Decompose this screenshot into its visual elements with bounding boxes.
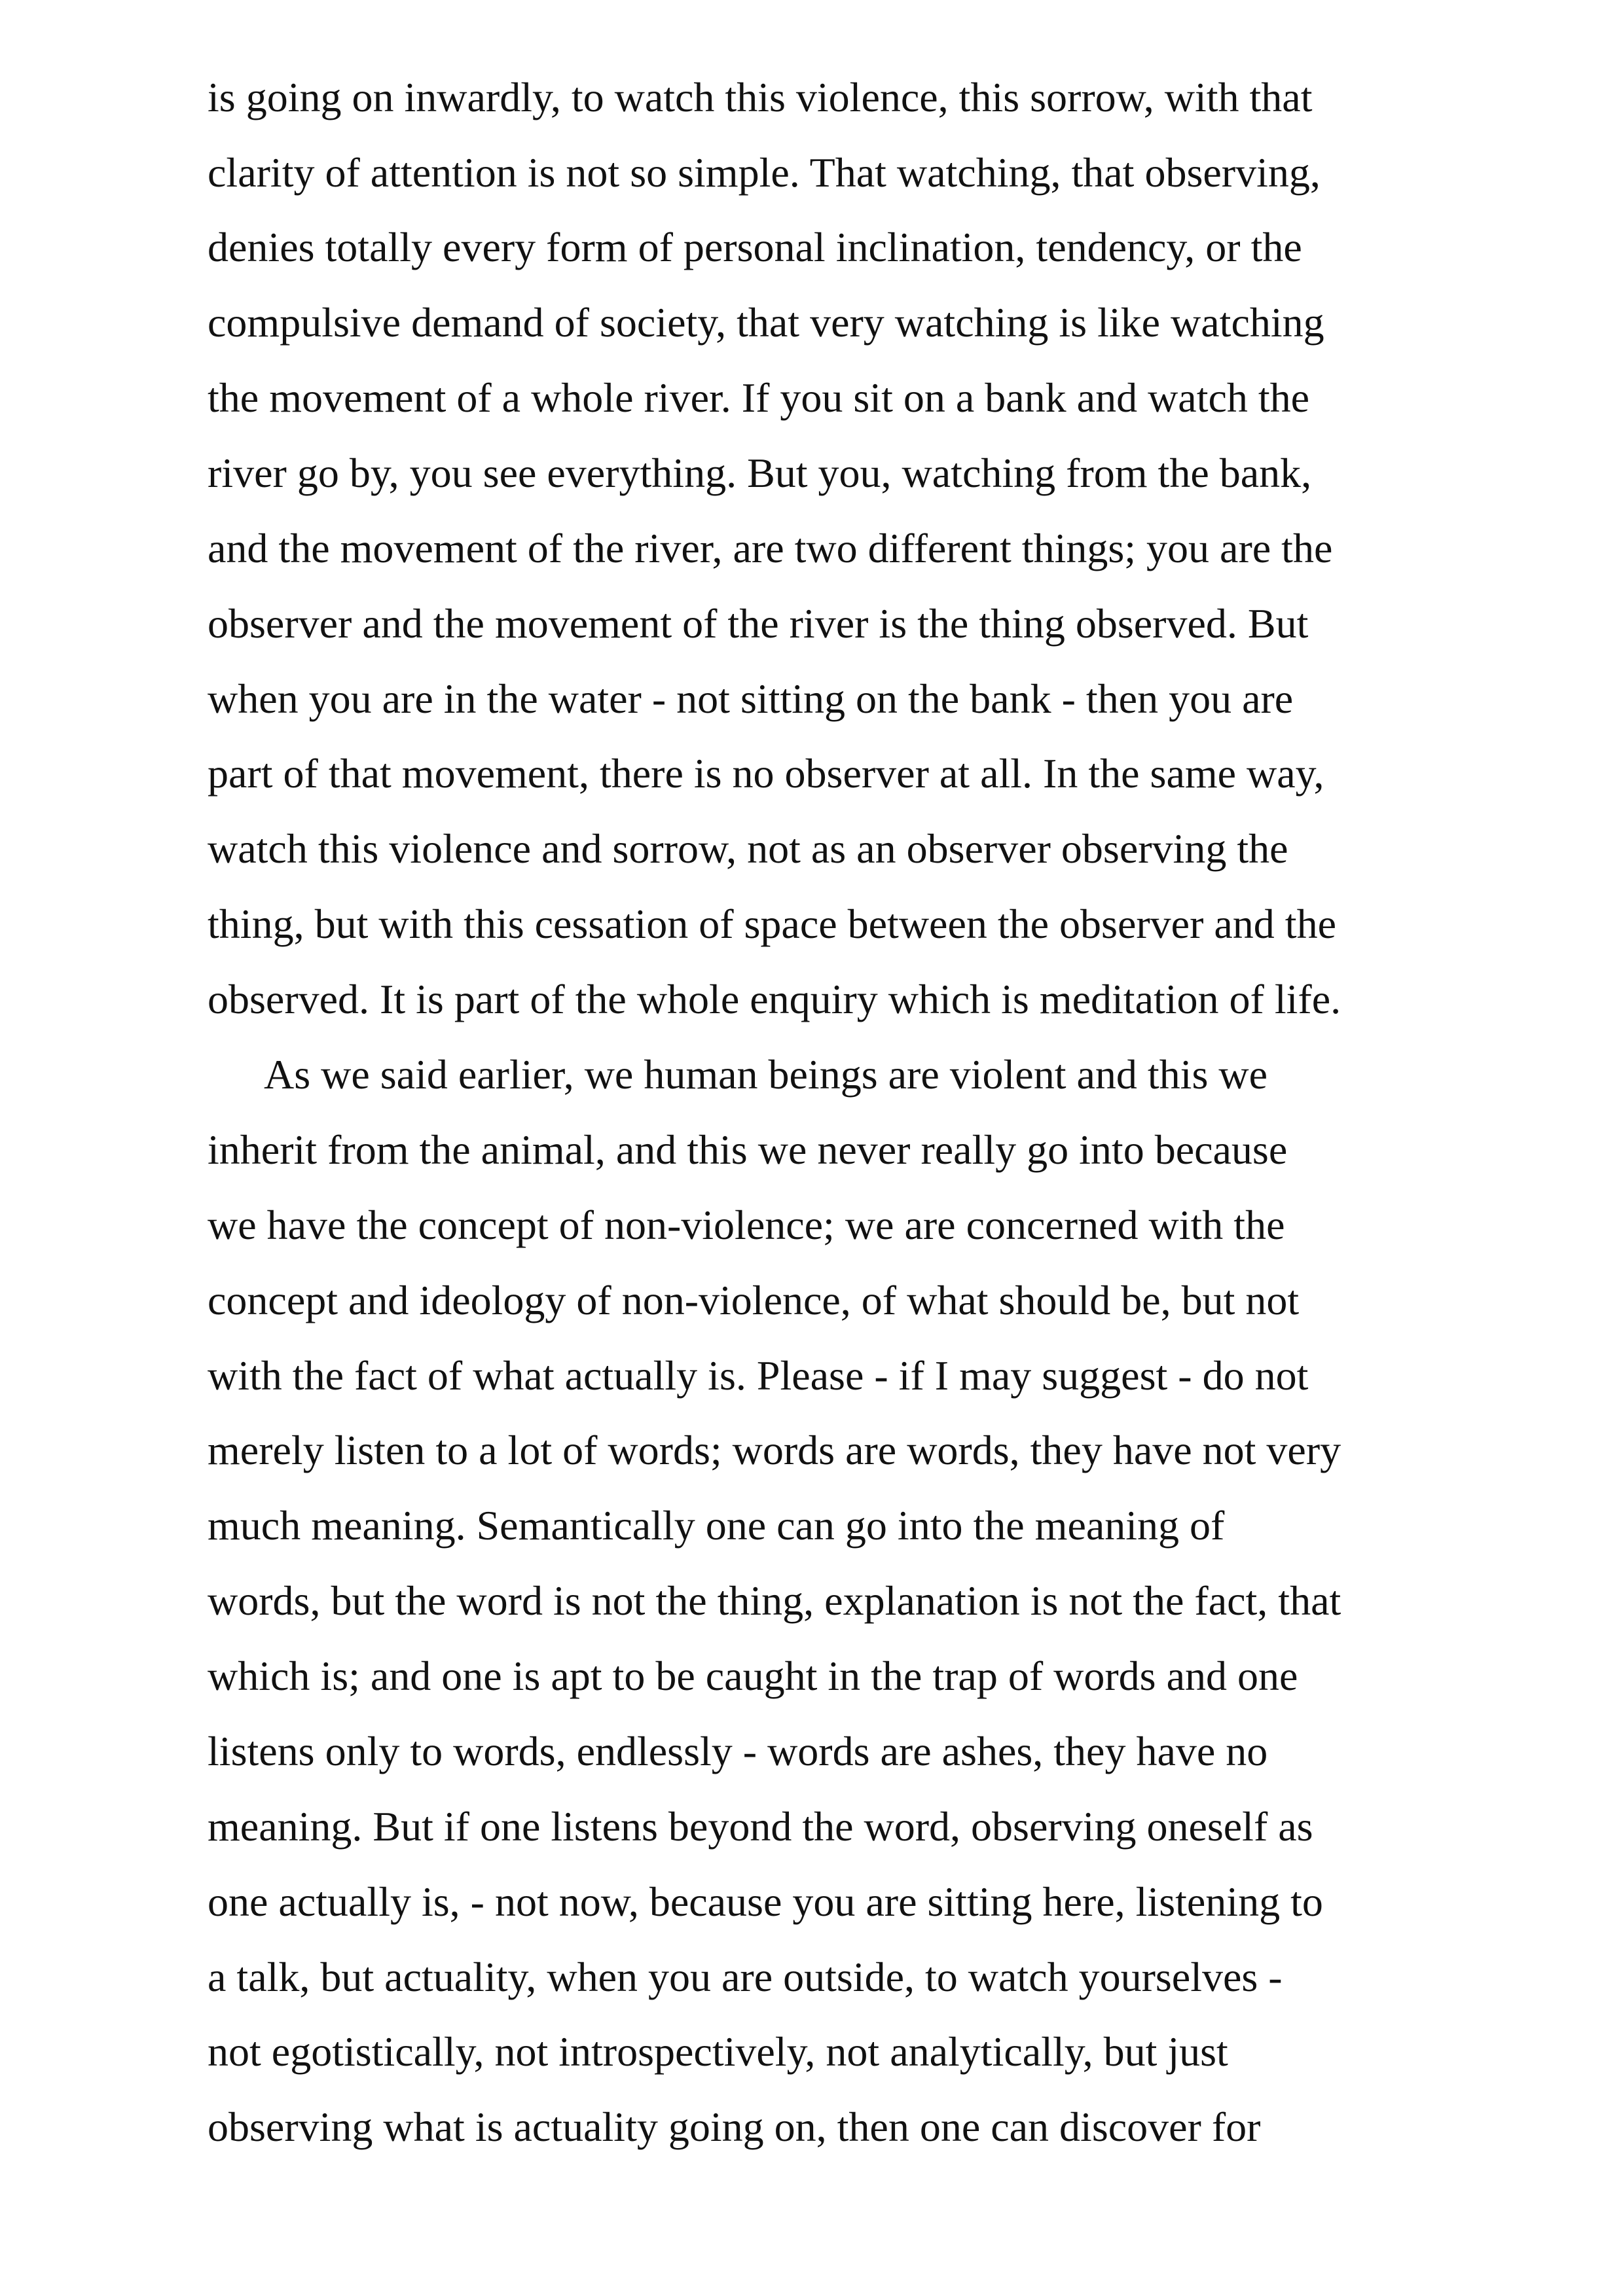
text-line: not egotistically, not introspectively, not analytically, but just bbox=[208, 2028, 1228, 2075]
text-line: river go by, you see everything. But you, watching from the bank, bbox=[208, 450, 1312, 496]
text-line: the movement of a whole river. If you sit on a bank and watch the bbox=[208, 374, 1310, 421]
text-line: As we said earlier, we human beings are violent and this we bbox=[264, 1051, 1267, 1098]
text-line: inherit from the animal, and this we never really go into because bbox=[208, 1126, 1288, 1173]
text-line: watch this violence and sorrow, not as an observer observing the bbox=[208, 825, 1288, 872]
text-line: when you are in the water - not sitting on the bank - then you are bbox=[208, 675, 1294, 722]
text-line: thing, but with this cessation of space between the observer and the bbox=[208, 901, 1336, 947]
text-line: meaning. But if one listens beyond the word, observing oneself as bbox=[208, 1803, 1313, 1850]
text-line: observed. It is part of the whole enquiry which is meditation of life. bbox=[208, 976, 1341, 1022]
text-line: a talk, but actuality, when you are outside, to watch yourselves - bbox=[208, 1954, 1283, 2000]
text-line: with the fact of what actually is. Please - if I may suggest - do not bbox=[208, 1352, 1309, 1399]
text-line: listens only to words, endlessly - words are ashes, they have no bbox=[208, 1728, 1268, 1774]
text-line: one actually is, - not now, because you are sitting here, listening to bbox=[208, 1878, 1323, 1925]
text-line: is going on inwardly, to watch this violence, this sorrow, with that bbox=[208, 74, 1313, 120]
text-line: observing what is actuality going on, then one can discover for bbox=[208, 2104, 1261, 2150]
text-line: denies totally every form of personal inclination, tendency, or the bbox=[208, 224, 1302, 270]
text-line: and the movement of the river, are two different things; you are the bbox=[208, 525, 1333, 571]
text-line: clarity of attention is not so simple. That watching, that observing, bbox=[208, 149, 1321, 196]
text-line: compulsive demand of society, that very watching is like watching bbox=[208, 299, 1324, 346]
text-line: part of that movement, there is no observer at all. In the same way, bbox=[208, 750, 1324, 797]
text-line: words, but the word is not the thing, explanation is not the fact, that bbox=[208, 1577, 1341, 1624]
text-line: merely listen to a lot of words; words are words, they have not very bbox=[208, 1427, 1341, 1473]
text-line: concept and ideology of non-violence, of what should be, but not bbox=[208, 1277, 1300, 1323]
text-line: observer and the movement of the river is the thing observed. But bbox=[208, 600, 1309, 647]
text-line: much meaning. Semantically one can go into the meaning of bbox=[208, 1502, 1225, 1549]
text-line: which is; and one is apt to be caught in the trap of words and one bbox=[208, 1653, 1298, 1699]
text-line: we have the concept of non-violence; we are concerned with the bbox=[208, 1202, 1285, 1248]
